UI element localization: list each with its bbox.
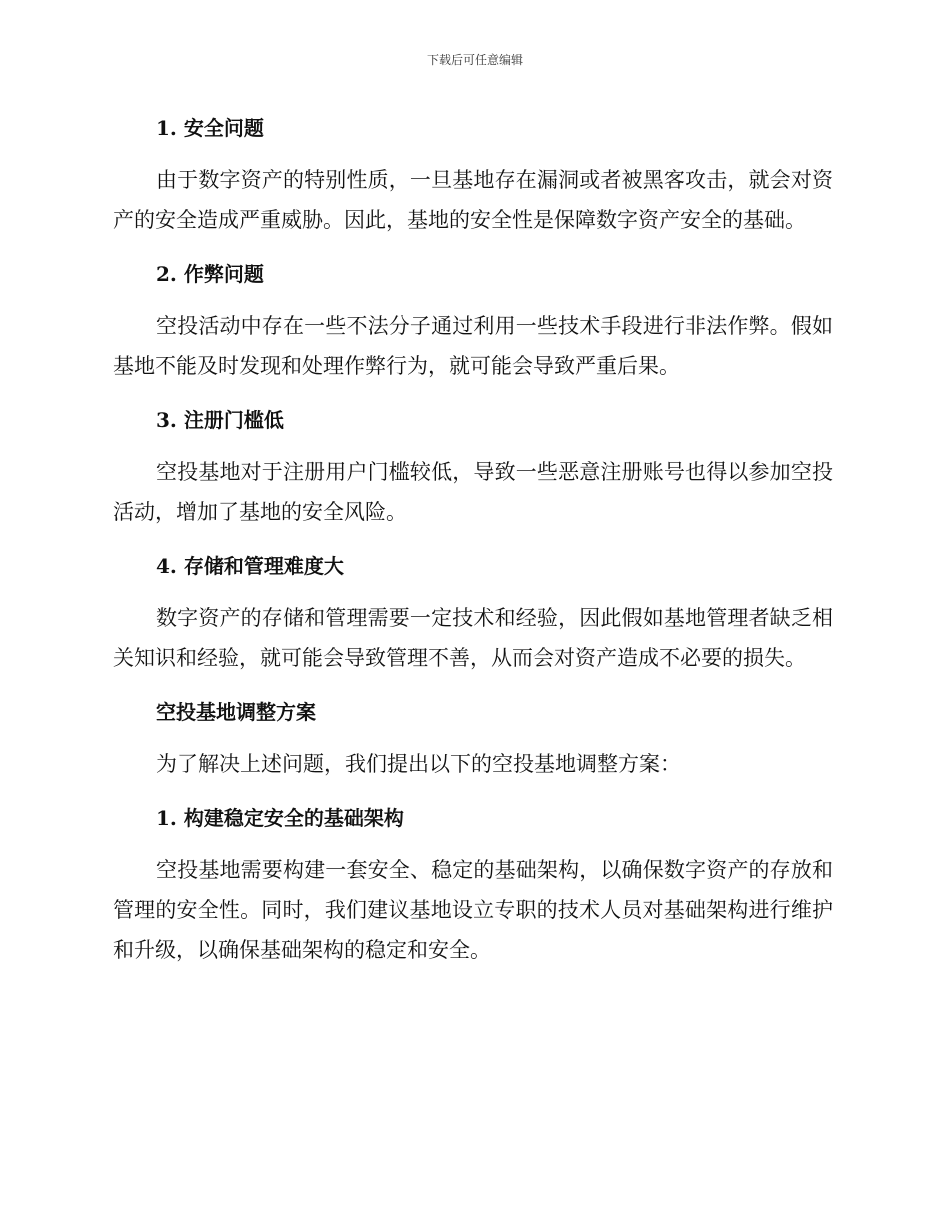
paragraph-adjustment-intro: 为了解决上述问题，我们提出以下的空投基地调整方案： bbox=[156, 752, 681, 776]
paragraph-infrastructure: 空投基地需要构建一套安全、稳定的基础架构，以确保数字资产的存放和管理的安全性。同时，我们建议基地设立专职的技术人员对基础架构进行维护和升级，以确保基础架构的稳定和安全。 bbox=[113, 858, 833, 962]
page-header: 下载后可任意编辑 bbox=[426, 53, 523, 67]
paragraph-registration: 空投基地对于注册用户门槛较低，导致一些恶意注册账号也得以参加空投活动，增加了基地的安全风险。 bbox=[113, 460, 833, 524]
section-heading-infrastructure: 1. 构建稳定安全的基础架构 bbox=[156, 806, 404, 830]
section-heading-storage: 4. 存储和管理难度大 bbox=[156, 554, 344, 578]
paragraph-security: 由于数字资产的特别性质，一旦基地存在漏洞或者被黑客攻击，就会对资产的安全造成严重威胁。因此，基地的安全性是保障数字资产安全的基础。 bbox=[113, 168, 833, 232]
section-heading-security: 1. 安全问题 bbox=[156, 116, 264, 140]
section-heading-cheating: 2. 作弊问题 bbox=[156, 262, 264, 286]
section-heading-adjustment-plan: 空投基地调整方案 bbox=[156, 700, 316, 724]
paragraph-storage: 数字资产的存储和管理需要一定技术和经验，因此假如基地管理者缺乏相关知识和经验，就可能会导致管理不善，从而会对资产造成不必要的损失。 bbox=[113, 606, 833, 670]
paragraph-cheating: 空投活动中存在一些不法分子通过利用一些技术手段进行非法作弊。假如基地不能及时发现和处理作弊行为，就可能会导致严重后果。 bbox=[113, 314, 833, 378]
document-body bbox=[113, 108, 833, 984]
section-heading-registration: 3. 注册门槛低 bbox=[156, 408, 284, 432]
